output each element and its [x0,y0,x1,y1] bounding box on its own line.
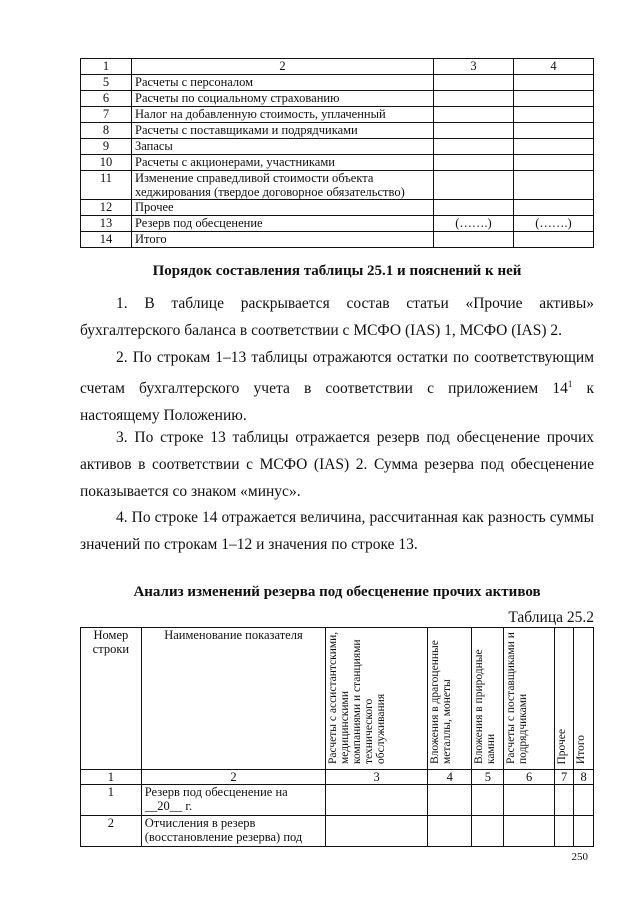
paragraph: 1. В таблице раскрывается состав статьи «Прочие активы» бухгалтерского баланса в соответствии с МСФО (IAS) 1, МСФО (IAS) 2. [80,295,594,339]
table-cell: Резерв под обесценение на __20__ г. [141,785,325,816]
vertical-header-text: Прочее [555,728,568,764]
table-row [81,155,594,171]
table-cell: 8 [81,123,132,139]
header-cell: Наименование показателя [141,628,325,770]
other-assets-table [80,58,594,248]
column-number: 7 [554,770,574,785]
table-cell: 7 [81,107,132,123]
header-cell [326,628,428,770]
header-cell [504,628,554,770]
table-cell: 6 [81,91,132,107]
column-number: 1 [81,770,142,785]
table-cell: 14 [81,232,132,248]
table-row [81,171,594,200]
column-number: 2 [141,770,325,785]
table-cell [434,139,514,155]
column-number-row [81,770,594,785]
table-cell: 10 [81,155,132,171]
table-cell [514,155,594,171]
table-row [81,216,594,232]
table-cell [434,232,514,248]
header-cell [574,628,594,770]
footnote-mark: 1 [567,379,573,389]
table-row [81,200,594,216]
table-row [81,123,594,139]
table-cell: 9 [81,139,132,155]
table-row [81,139,594,155]
table-header-row [81,628,594,770]
section-heading: Порядок составления таблицы 25.1 и пояснений к ней [152,263,522,279]
table-cell [514,232,594,248]
table-cell [574,785,594,816]
table-cell [554,785,574,816]
header-cell: 1 [81,59,132,75]
table-cell [434,91,514,107]
table-cell [514,139,594,155]
table-row [81,232,594,248]
column-number: 3 [326,770,428,785]
table-cell [514,123,594,139]
header-cell [428,628,472,770]
table-cell: Отчисления в резерв (восстановление резерва) под [141,816,325,847]
table-cell [326,816,428,847]
table-cell [434,171,514,200]
table-cell [514,75,594,91]
header-cell: Номер строки [81,628,142,770]
table-cell: Итого [132,232,434,248]
column-number: 5 [472,770,504,785]
table-cell: Расчеты с акционерами, участниками [132,155,434,171]
vertical-header-text: Вложения в природные камни [473,649,498,764]
table-cell: Запасы [132,139,434,155]
table-cell [472,785,504,816]
table-cell [434,107,514,123]
table-cell: 12 [81,200,132,216]
header-cell: 2 [132,59,434,75]
table-cell: 5 [81,75,132,91]
table-cell [574,816,594,847]
table-row [81,75,594,91]
table-label: Таблица 25.2 [508,609,594,626]
table-row [81,816,594,847]
table-cell: 11 [81,171,132,200]
table-cell: Прочее [132,200,434,216]
table-cell [514,171,594,200]
table-cell: 13 [81,216,132,232]
paragraph-text: 2. По строкам 1–13 таблицы отражаются остатки по соответствующим счетам бухгалтерского учета в соответствии с приложением 14 [80,349,594,398]
header-cell: 4 [514,59,594,75]
vertical-header-text: Итого [575,734,588,764]
reserve-analysis-table [80,627,594,847]
table-cell: Расчеты с персоналом [132,75,434,91]
table-cell: Налог на добавленную стоимость, уплаченный [132,107,434,123]
page-number: 250 [571,851,588,863]
table-cell [554,816,574,847]
table-cell [434,123,514,139]
column-number: 6 [504,770,554,785]
table-cell [504,816,554,847]
table-cell [428,785,472,816]
table-cell: 1 [81,785,142,816]
table-cell: (…….) [434,216,514,232]
vertical-header-text: Расчеты с поставщиками и подрядчиками [505,632,530,764]
table-cell: Резерв под обесценение [132,216,434,232]
vertical-header-text: Расчеты с ассистантскими, медицинскими компаниями и станциями технического обслуживания [327,631,388,764]
table-row [81,785,594,816]
header-cell [554,628,574,770]
table-cell: 2 [81,816,142,847]
table-cell [514,200,594,216]
table-cell [472,816,504,847]
table-cell [434,200,514,216]
header-cell [472,628,504,770]
table-cell [504,785,554,816]
paragraph [80,344,594,429]
paragraph: 4. По строке 14 отражается величина, рассчитанная как разность суммы значений по строкам 1–12 и значения по строке 13. [80,509,594,553]
table-cell: Расчеты с поставщиками и подрядчиками [132,123,434,139]
table-cell: Изменение справедливой стоимости объекта хеджирования (твердое договорное обязательство) [132,171,434,200]
vertical-header-text: Вложения в драгоценные металлы, монеты [429,640,454,764]
section-heading: Анализ изменений резерва под обесценение прочих активов [133,584,541,600]
table-cell [428,816,472,847]
table-header-row [81,59,594,75]
table-row [81,107,594,123]
table-cell [434,155,514,171]
paragraph-text: к настоящему Положению. [80,380,595,425]
header-cell: 3 [434,59,514,75]
paragraph: 3. По строке 13 таблицы отражается резерв под обесценение прочих активов в соответствии с МСФО (IAS) 2. Сумма резерва под обесценение показывается со знаком «минус». [80,429,594,500]
column-number: 4 [428,770,472,785]
table-cell [326,785,428,816]
table-cell [434,75,514,91]
table-cell [514,107,594,123]
table-cell: (…….) [514,216,594,232]
column-number: 8 [574,770,594,785]
table-row [81,91,594,107]
table-cell: Расчеты по социальному страхованию [132,91,434,107]
table-cell [514,91,594,107]
